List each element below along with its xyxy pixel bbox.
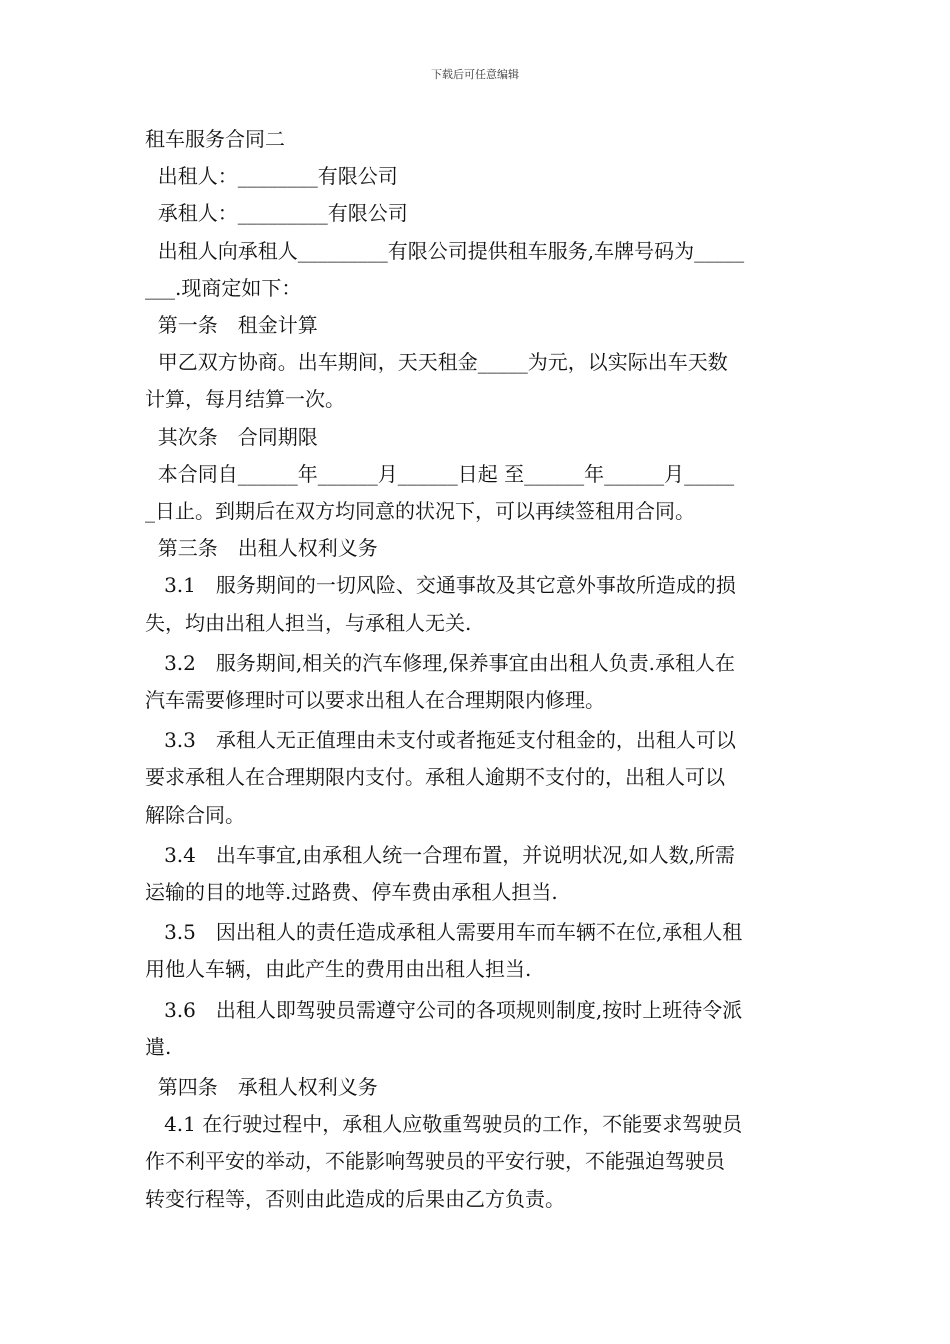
clause-line: 用他人车辆，由此产生的费用由出租人担当. <box>145 957 532 982</box>
clause-line: 3.2 服务期间,相关的汽车修理,保养事宜由出租人负责.承租人在 <box>145 650 735 675</box>
clause-line: 3.1 服务期间的一切风险、交通事故及其它意外事故所造成的损 <box>145 573 736 598</box>
contract-title: 租车服务合同二 <box>145 127 285 151</box>
contract-body <box>145 121 813 1218</box>
intro-line: ___.现商定如下： <box>145 275 302 300</box>
page-header: 下载后可任意编辑 <box>431 68 519 81</box>
article-heading: 其次条 合同期限 <box>145 424 318 449</box>
clause-line: 4.1 在行驶过程中，承租人应敬重驾驶员的工作，不能要求驾驶员 <box>145 1112 743 1137</box>
clause-line: 3.3 承租人无正值理由未支付或者拖延支付租金的，出租人可以 <box>145 728 736 753</box>
clause-line: 要求承租人在合理期限内支付。承租人逾期不支付的，出租人可以 <box>145 765 725 790</box>
clause-line: 运输的目的地等.过路费、停车费由承租人担当. <box>145 880 558 905</box>
lessee-line: 承租人：_________有限公司 <box>145 201 408 226</box>
clause-line: 3.6 出租人即驾驶员需遵守公司的各项规则制度,按时上班待令派 <box>145 997 743 1022</box>
paragraph-line: 本合同自______年______月______日起 至______年______月_____ <box>145 461 735 486</box>
clause-line: 汽车需要修理时可以要求出租人在合理期限内修理。 <box>145 688 605 713</box>
paragraph-line: 甲乙双方协商。出车期间，天天租金_____为元，以实际出车天数 <box>145 350 728 375</box>
clause-line: 作不利平安的举动，不能影响驾驶员的平安行驶，不能强迫驾驶员 <box>145 1149 725 1174</box>
intro-line: 出租人向承租人_________有限公司提供租车服务,车牌号码为_____ <box>145 238 745 263</box>
article-heading: 第三条 出租人权利义务 <box>145 536 378 561</box>
clause-line: 解除合同。 <box>145 802 245 827</box>
clause-line: 3.5 因出租人的责任造成承租人需要用车而车辆不在位,承租人租 <box>145 920 743 945</box>
paragraph-line: 计算，每月结算一次。 <box>145 387 345 412</box>
clause-line: 遣. <box>145 1034 172 1059</box>
paragraph-line: _日止。到期后在双方均同意的状况下，可以再续签租用合同。 <box>145 499 695 524</box>
lessor-line: 出租人：________有限公司 <box>145 164 398 189</box>
article-heading: 第一条 租金计算 <box>145 313 318 338</box>
clause-line: 3.4 出车事宜,由承租人统一合理布置，并说明状况,如人数,所需 <box>145 842 735 867</box>
clause-line: 失，均由出租人担当，与承租人无关. <box>145 610 472 635</box>
clause-line: 转变行程等，否则由此造成的后果由乙方负责。 <box>145 1186 565 1211</box>
article-heading: 第四条 承租人权利义务 <box>145 1075 378 1100</box>
